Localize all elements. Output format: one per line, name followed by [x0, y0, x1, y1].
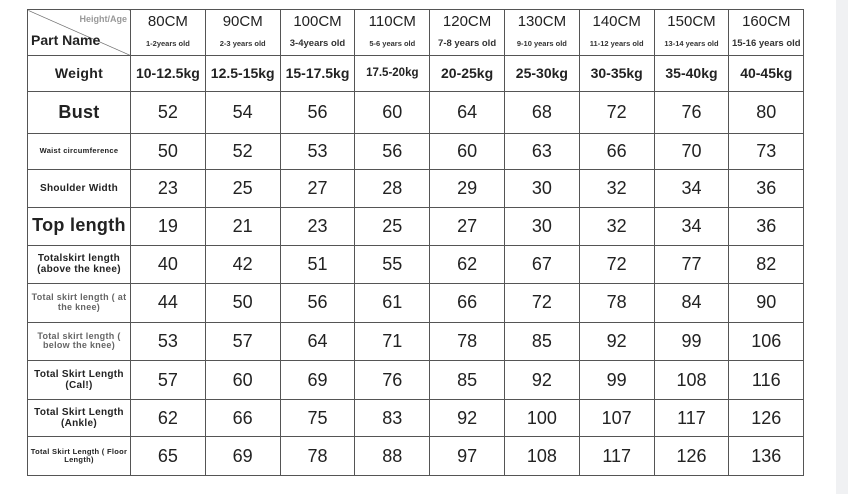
weight-cell: 15-17.5kg — [280, 55, 355, 92]
measurement-cell: 92 — [504, 361, 579, 400]
measurement-cell: 85 — [430, 361, 505, 400]
measurement-cell: 44 — [131, 284, 206, 323]
measurement-cell: 84 — [654, 284, 729, 323]
measurement-cell: 77 — [654, 245, 729, 284]
measurement-row — [28, 399, 804, 437]
measurement-cell: 117 — [654, 399, 729, 437]
measurement-cell: 30 — [504, 170, 579, 208]
header-corner-cell — [28, 10, 131, 56]
measurement-cell: 36 — [729, 170, 804, 208]
measurement-cell: 53 — [280, 133, 355, 170]
measurement-cell: 66 — [430, 284, 505, 323]
measurement-cell: 56 — [355, 133, 430, 170]
age-header-cell: 15-16 years old — [729, 32, 804, 55]
measurement-cell: 57 — [205, 322, 280, 361]
measurement-row — [28, 437, 804, 476]
age-header-cell: 3-4years old — [280, 32, 355, 55]
weight-cell: 35-40kg — [654, 55, 729, 92]
measurement-cell: 60 — [355, 92, 430, 134]
measurement-cell: 64 — [280, 322, 355, 361]
measurement-cell: 63 — [504, 133, 579, 170]
measurement-cell: 108 — [654, 361, 729, 400]
weight-cell: 25-30kg — [504, 55, 579, 92]
weight-label: Weight — [28, 55, 131, 92]
measurement-cell: 19 — [131, 207, 206, 245]
measurement-cell: 64 — [430, 92, 505, 134]
weight-cell: 12.5-15kg — [205, 55, 280, 92]
measurement-row — [28, 207, 804, 245]
measurement-cell: 80 — [729, 92, 804, 134]
row-label: Shoulder Width — [28, 170, 131, 208]
measurement-row — [28, 284, 804, 323]
row-label: Totalskirt length (above the knee) — [28, 245, 131, 284]
measurement-cell: 76 — [355, 361, 430, 400]
height-age-label: Height/Age — [79, 14, 127, 24]
measurement-cell: 72 — [579, 92, 654, 134]
measurement-cell: 97 — [430, 437, 505, 476]
size-header-cell: 160CM — [729, 10, 804, 33]
age-header-cell: 5-6 years old — [355, 32, 430, 55]
measurement-cell: 99 — [654, 322, 729, 361]
measurement-cell: 73 — [729, 133, 804, 170]
measurement-cell: 83 — [355, 399, 430, 437]
measurement-cell: 60 — [205, 361, 280, 400]
weight-cell: 17.5-20kg — [355, 55, 430, 92]
size-chart-table — [27, 9, 804, 476]
measurement-cell: 61 — [355, 284, 430, 323]
measurement-cell: 126 — [654, 437, 729, 476]
measurement-cell: 75 — [280, 399, 355, 437]
measurement-cell: 85 — [504, 322, 579, 361]
size-header-cell: 130CM — [504, 10, 579, 33]
measurement-cell: 27 — [430, 207, 505, 245]
measurement-cell: 36 — [729, 207, 804, 245]
measurement-row — [28, 170, 804, 208]
measurement-cell: 62 — [131, 399, 206, 437]
measurement-cell: 69 — [205, 437, 280, 476]
row-label: Total skirt length ( below the knee) — [28, 322, 131, 361]
measurement-cell: 65 — [131, 437, 206, 476]
measurement-cell: 126 — [729, 399, 804, 437]
size-header-cell: 100CM — [280, 10, 355, 33]
measurement-cell: 50 — [205, 284, 280, 323]
weight-row — [28, 55, 804, 92]
measurement-cell: 78 — [280, 437, 355, 476]
measurement-cell: 76 — [654, 92, 729, 134]
measurement-row — [28, 361, 804, 400]
measurement-cell: 50 — [131, 133, 206, 170]
measurement-cell: 23 — [280, 207, 355, 245]
measurement-cell: 42 — [205, 245, 280, 284]
measurement-cell: 57 — [131, 361, 206, 400]
size-header-cell: 120CM — [430, 10, 505, 33]
measurement-cell: 117 — [579, 437, 654, 476]
measurement-cell: 54 — [205, 92, 280, 134]
weight-cell: 40-45kg — [729, 55, 804, 92]
measurement-cell: 52 — [131, 92, 206, 134]
measurement-cell: 100 — [504, 399, 579, 437]
measurement-cell: 66 — [205, 399, 280, 437]
size-header-cell: 150CM — [654, 10, 729, 33]
size-header-row — [28, 10, 804, 33]
measurement-cell: 106 — [729, 322, 804, 361]
measurement-row — [28, 245, 804, 284]
measurement-cell: 72 — [504, 284, 579, 323]
measurement-cell: 99 — [579, 361, 654, 400]
measurement-cell: 34 — [654, 207, 729, 245]
measurement-cell: 116 — [729, 361, 804, 400]
measurement-cell: 25 — [355, 207, 430, 245]
measurement-cell: 34 — [654, 170, 729, 208]
age-header-cell: 13-14 years old — [654, 32, 729, 55]
measurement-cell: 71 — [355, 322, 430, 361]
measurement-cell: 70 — [654, 133, 729, 170]
measurement-cell: 30 — [504, 207, 579, 245]
part-name-label: Part Name — [31, 31, 101, 48]
measurement-cell: 108 — [504, 437, 579, 476]
size-header-cell: 140CM — [579, 10, 654, 33]
measurement-cell: 136 — [729, 437, 804, 476]
measurement-cell: 27 — [280, 170, 355, 208]
measurement-cell: 56 — [280, 92, 355, 134]
measurement-cell: 62 — [430, 245, 505, 284]
age-header-cell: 2-3 years old — [205, 32, 280, 55]
row-label: Waist circumference — [28, 133, 131, 170]
measurement-cell: 78 — [430, 322, 505, 361]
row-label: Bust — [28, 92, 131, 134]
measurement-cell: 92 — [430, 399, 505, 437]
measurement-cell: 51 — [280, 245, 355, 284]
age-header-cell: 1-2years old — [131, 32, 206, 55]
measurement-cell: 23 — [131, 170, 206, 208]
measurement-cell: 82 — [729, 245, 804, 284]
measurement-cell: 52 — [205, 133, 280, 170]
measurement-cell: 92 — [579, 322, 654, 361]
measurement-cell: 68 — [504, 92, 579, 134]
age-header-cell: 7-8 years old — [430, 32, 505, 55]
row-label: Top length — [28, 207, 131, 245]
measurement-cell: 69 — [280, 361, 355, 400]
measurement-row — [28, 322, 804, 361]
measurement-cell: 40 — [131, 245, 206, 284]
measurement-cell: 88 — [355, 437, 430, 476]
measurement-cell: 25 — [205, 170, 280, 208]
row-label: Total Skirt Length ( Floor Length) — [28, 437, 131, 476]
measurement-cell: 21 — [205, 207, 280, 245]
measurement-cell: 53 — [131, 322, 206, 361]
size-header-cell: 80CM — [131, 10, 206, 33]
measurement-cell: 107 — [579, 399, 654, 437]
age-header-cell: 9-10 years old — [504, 32, 579, 55]
measurement-cell: 32 — [579, 207, 654, 245]
measurement-cell: 66 — [579, 133, 654, 170]
row-label: Total Skirt Length (Ankle) — [28, 399, 131, 437]
measurement-cell: 55 — [355, 245, 430, 284]
measurement-row — [28, 133, 804, 170]
measurement-cell: 72 — [579, 245, 654, 284]
size-header-cell: 90CM — [205, 10, 280, 33]
measurement-cell: 67 — [504, 245, 579, 284]
weight-cell: 30-35kg — [579, 55, 654, 92]
measurement-cell: 28 — [355, 170, 430, 208]
age-header-cell: 11-12 years old — [579, 32, 654, 55]
age-header-row — [28, 32, 804, 55]
measurement-cell: 56 — [280, 284, 355, 323]
measurement-row — [28, 92, 804, 134]
weight-cell: 20-25kg — [430, 55, 505, 92]
measurement-cell: 78 — [579, 284, 654, 323]
row-label: Total Skirt Length (Cal!) — [28, 361, 131, 400]
measurement-cell: 60 — [430, 133, 505, 170]
weight-cell: 10-12.5kg — [131, 55, 206, 92]
right-edge-strip — [836, 0, 848, 494]
measurement-cell: 29 — [430, 170, 505, 208]
measurement-cell: 32 — [579, 170, 654, 208]
size-header-cell: 110CM — [355, 10, 430, 33]
row-label: Total skirt length ( at the knee) — [28, 284, 131, 323]
measurement-cell: 90 — [729, 284, 804, 323]
